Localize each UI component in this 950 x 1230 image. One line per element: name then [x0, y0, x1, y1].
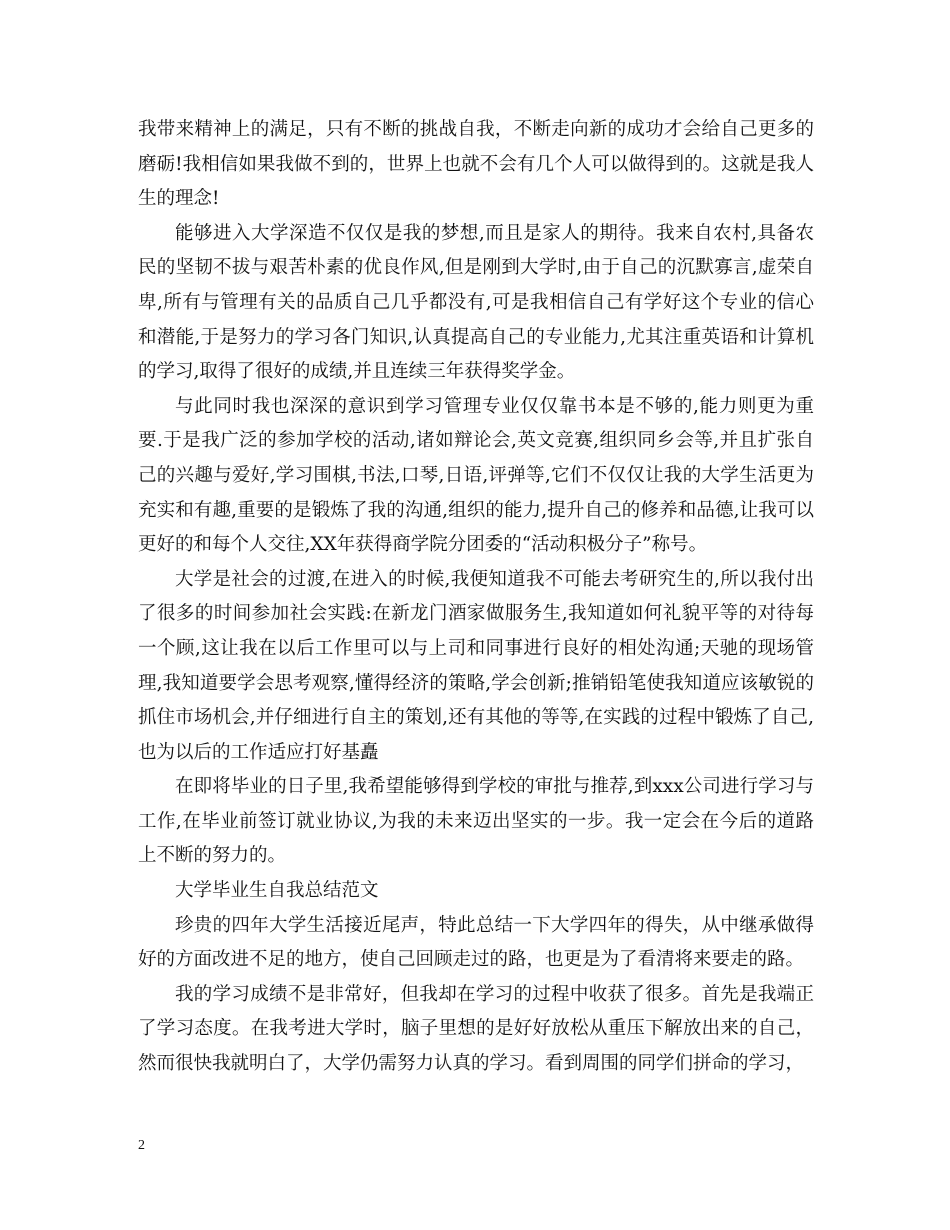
paragraph-5: 在即将毕业的日子里,我希望能够得到学校的审批与推荐,到xxx公司进行学习与工作,在毕业前签订就业协议,为我的未来迈出坚实的一步。我一定会在今后的道路上不断的努力的。: [138, 776, 814, 867]
paragraph-2: 能够进入大学深造不仅仅是我的梦想,而且是家人的期待。我来自农村,具备农民的坚韧不拔与艰苦朴素的优良作风,但是刚到大学时,由于自己的沉默寡言,虚荣自卑,所有与管理有关的品质自己几乎都没有,可是我相信自己有学好这个专业的信心和潜能,于是努力的学习各门知识,认真提高自己的专业能力,尤其注重英语和计算机的学习,取得了很好的成绩,并且连续三年获得奖学金。: [138, 222, 814, 383]
paragraph-3: 与此同时我也深深的意识到学习管理专业仅仅靠书本是不够的,能力则更为重要.于是我广泛的参加学校的活动,诸如辩论会,英文竞赛,组织同乡会等,并且扩张自己的兴趣与爱好,学习围棋,书法,口琴,日语,评弹等,它们不仅仅让我的大学生活更为充实和有趣,重要的是锻炼了我的沟通,组织的能力,提升自己的修养和品德,让我可以更好的和每个人交往,XX年获得商学院分团委的“活动积极分子”称号。: [138, 395, 814, 556]
paragraph-7: 我的学习成绩不是非常好，但我却在学习的过程中收获了很多。首先是我端正了学习态度。在我考进大学时，脑子里想的是好好放松从重压下解放出来的自己，然而很快我就明白了，大学仍需努力认真的学习。看到周围的同学们拼命的学习，: [138, 983, 814, 1075]
paragraph-4: 大学是社会的过渡,在进入的时候,我便知道我不可能去考研究生的,所以我付出了很多的时间参加社会实践:在新龙门酒家做服务生,我知道如何礼貌平等的对待每一个顾,这让我在以后工作里可以与上司和同事进行良好的相处沟通;天驰的现场管理,我知道要学会思考观察,懂得经济的策略,学会创新;推销铅笔使我知道应该敏锐的抓住市场机会,并仔细进行自主的策划,还有其他的等等,在实践的过程中锻炼了自己,也为以后的工作适应打好基矗: [138, 568, 814, 763]
paragraph-1: 我带来精神上的满足，只有不断的挑战自我，不断走向新的成功才会给自己更多的磨砺!我相信如果我做不到的，世界上也就不会有几个人可以做得到的。这就是我人生的理念!: [138, 119, 814, 210]
page-number: 2: [138, 1138, 145, 1153]
document-body: [138, 113, 814, 1082]
paragraph-6: 珍贵的四年大学生活接近尾声，特此总结一下大学四年的得失，从中继承做得好的方面改进不足的地方，使自己回顾走过的路，也更是为了看清将来要走的路。: [138, 914, 814, 971]
section-heading: 大学毕业生自我总结范文: [175, 880, 379, 902]
